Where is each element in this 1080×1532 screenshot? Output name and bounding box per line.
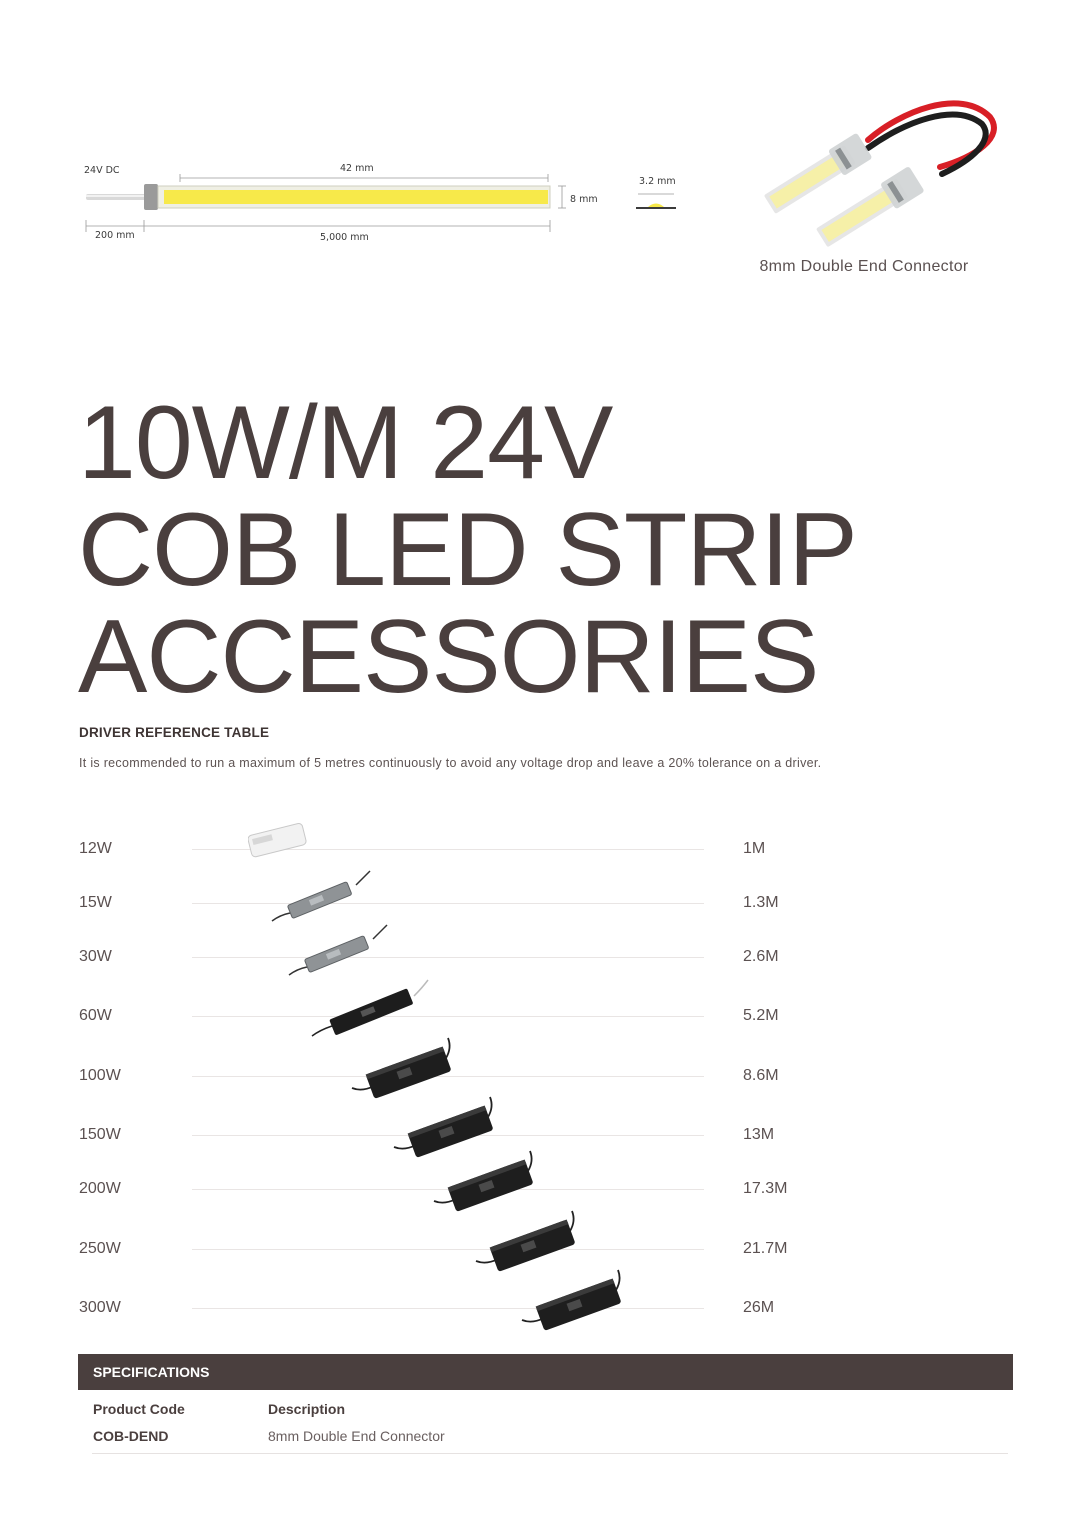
spec-header-product-code: Product Code — [93, 1401, 185, 1417]
driver-row — [0, 1298, 1080, 1338]
connector-caption: 8mm Double End Connector — [759, 258, 969, 275]
page-title-line-2: COB LED STRIP — [78, 492, 857, 608]
driver-wattage: 150W — [79, 1126, 121, 1143]
specifications-header-bar — [78, 1354, 1013, 1390]
thickness-label: 3.2 mm — [639, 176, 676, 187]
spec-header-description: Description — [268, 1401, 346, 1417]
driver-max-length: 13M — [743, 1126, 775, 1143]
spec-product-code: COB-DEND — [93, 1428, 169, 1444]
driver-table-heading: DRIVER REFERENCE TABLE — [79, 725, 270, 740]
driver-table-note: It is recommended to run a maximum of 5 metres continuously to avoid any voltage drop and leave a 20% tolerance on a driver. — [79, 756, 822, 770]
page-title — [78, 385, 1038, 715]
double-end-connector-icon — [750, 92, 1010, 252]
driver-max-length: 26M — [743, 1299, 775, 1316]
driver-wattage: 12W — [79, 840, 112, 857]
driver-wattage: 60W — [79, 1007, 112, 1024]
driver-max-length: 2.6M — [743, 948, 779, 965]
page-title-line-1: 10W/M 24V — [78, 385, 613, 501]
driver-wattage: 300W — [79, 1299, 121, 1316]
end-cap-icon — [144, 184, 158, 210]
led-driver-icon — [520, 1268, 644, 1343]
driver-wattage: 30W — [79, 948, 112, 965]
driver-wattage: 250W — [79, 1240, 121, 1257]
driver-row-guide-line — [192, 903, 704, 904]
driver-max-length: 21.7M — [743, 1240, 788, 1257]
lead-wire-icon — [86, 194, 146, 200]
page-title-line-3: ACCESSORIES — [78, 599, 819, 715]
spec-description: 8mm Double End Connector — [268, 1428, 445, 1444]
strip-dimension-diagram — [78, 150, 698, 250]
cross-section-icon — [636, 194, 676, 209]
driver-row — [0, 947, 1080, 987]
driver-row — [0, 1066, 1080, 1106]
width-top-label: 42 mm — [340, 163, 374, 174]
spec-divider — [92, 1453, 1008, 1454]
driver-row — [0, 893, 1080, 933]
strip-length-label: 5,000 mm — [320, 232, 369, 243]
driver-wattage: 200W — [79, 1180, 121, 1197]
specifications-title: SPECIFICATIONS — [93, 1364, 210, 1380]
driver-wattage: 100W — [79, 1067, 121, 1084]
driver-max-length: 1M — [743, 840, 766, 857]
height-label: 8 mm — [570, 194, 598, 205]
driver-row-guide-line — [192, 1249, 704, 1250]
driver-max-length: 5.2M — [743, 1007, 779, 1024]
driver-max-length: 8.6M — [743, 1067, 779, 1084]
driver-row — [0, 1006, 1080, 1046]
driver-max-length: 17.3M — [743, 1180, 788, 1197]
driver-row-guide-line — [192, 1016, 704, 1017]
strip-led-area — [164, 190, 548, 204]
voltage-label: 24V DC — [84, 165, 120, 176]
lead-length-label: 200 mm — [95, 230, 135, 241]
driver-row — [0, 839, 1080, 879]
driver-max-length: 1.3M — [743, 894, 779, 911]
driver-wattage: 15W — [79, 894, 112, 911]
driver-row-guide-line — [192, 957, 704, 958]
